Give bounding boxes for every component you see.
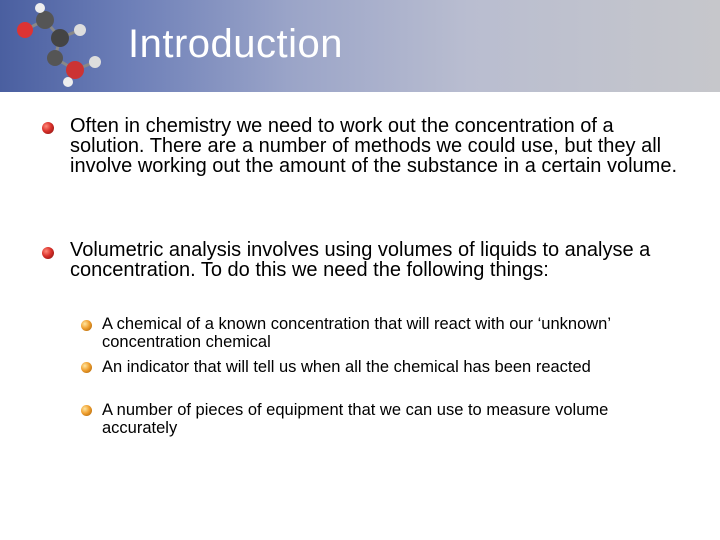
red-sphere-bullet-icon: [42, 122, 54, 134]
red-sphere-bullet-icon: [42, 247, 54, 259]
sub-bullet-text: A chemical of a known concentration that will react with our ‘unknown’ concentration chemical: [102, 315, 611, 351]
molecule-model-icon: [0, 0, 120, 92]
orange-sphere-bullet-icon: [81, 405, 92, 416]
bullet-text: Volumetric analysis involves using volumes of liquids to analyse a concentration. To do this we need the following things:: [70, 239, 651, 281]
sub-bullet-text: An indicator that will tell us when all the chemical has been reacted: [102, 358, 591, 376]
orange-sphere-bullet-icon: [81, 320, 92, 331]
slide-header: [0, 0, 720, 92]
bullet-text: Often in chemistry we need to work out the concentration of a solution. There are a number of methods we could use, but they all involve working out the amount of the substance in a certain volume.: [70, 115, 678, 177]
orange-sphere-bullet-icon: [81, 362, 92, 373]
sub-bullet-text: A number of pieces of equipment that we can use to measure volume accurately: [102, 401, 609, 437]
slide-title: Introduction: [128, 22, 344, 66]
